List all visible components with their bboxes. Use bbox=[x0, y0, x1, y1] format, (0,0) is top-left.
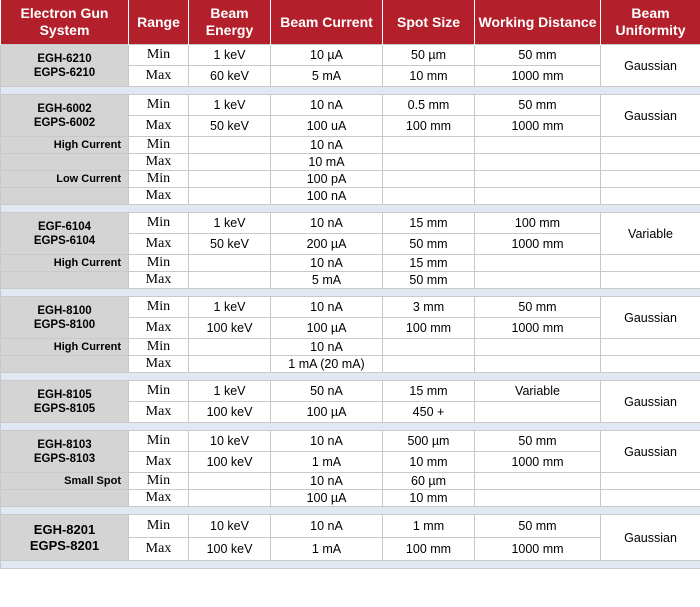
group-separator-row bbox=[1, 561, 700, 569]
working-distance-cell bbox=[475, 171, 601, 188]
table-row bbox=[1, 95, 700, 116]
working-distance-cell: 1000 mm bbox=[475, 234, 601, 255]
beam-current-cell: 10 nA bbox=[271, 297, 383, 318]
beam-current-cell: 10 nA bbox=[271, 255, 383, 272]
beam-current-cell: 5 mA bbox=[271, 66, 383, 87]
range-cell: Min bbox=[129, 137, 189, 154]
beam-current-cell: 100 nA bbox=[271, 188, 383, 205]
system-model: EGH-6210 bbox=[37, 52, 92, 65]
spot-size-cell bbox=[383, 137, 475, 154]
group-separator-row bbox=[1, 507, 700, 515]
beam-current-cell: 1 mA (20 mA) bbox=[271, 356, 383, 373]
beam-current-cell: 10 nA bbox=[271, 95, 383, 116]
range-cell: Min bbox=[129, 171, 189, 188]
working-distance-cell: 50 mm bbox=[475, 297, 601, 318]
spot-size-cell: 50 µm bbox=[383, 45, 475, 66]
variant-label-cell bbox=[1, 490, 129, 507]
system-name-cell bbox=[1, 45, 129, 87]
spot-size-cell bbox=[383, 171, 475, 188]
range-cell: Min bbox=[129, 297, 189, 318]
range-cell: Min bbox=[129, 339, 189, 356]
system-model: EGF-6104 bbox=[37, 220, 92, 233]
range-cell: Max bbox=[129, 116, 189, 137]
beam-uniformity-cell: Gaussian bbox=[601, 515, 700, 561]
beam-current-cell: 5 mA bbox=[271, 272, 383, 289]
beam-energy-cell: 1 keV bbox=[189, 297, 271, 318]
group-separator-cell bbox=[1, 507, 700, 515]
range-cell: Max bbox=[129, 452, 189, 473]
range-cell: Min bbox=[129, 431, 189, 452]
working-distance-cell bbox=[475, 339, 601, 356]
beam-current-cell: 100 µA bbox=[271, 402, 383, 423]
group-separator-cell bbox=[1, 423, 700, 431]
beam-current-cell: 1 mA bbox=[271, 538, 383, 561]
beam-current-cell: 100 µA bbox=[271, 318, 383, 339]
header-current: Beam Current bbox=[271, 0, 383, 45]
system-power-supply: EGPS-8100 bbox=[33, 318, 96, 331]
header-uniformity: Beam Uniformity bbox=[601, 0, 700, 45]
table-row bbox=[1, 431, 700, 452]
variant-label-cell: High Current bbox=[1, 339, 129, 356]
variant-label-cell: High Current bbox=[1, 137, 129, 154]
system-model: EGH-8100 bbox=[37, 304, 92, 317]
beam-uniformity-cell bbox=[601, 154, 700, 171]
beam-energy-cell: 1 keV bbox=[189, 381, 271, 402]
working-distance-cell bbox=[475, 356, 601, 373]
beam-uniformity-cell bbox=[601, 356, 700, 373]
beam-uniformity-cell bbox=[601, 490, 700, 507]
spot-size-cell: 100 mm bbox=[383, 116, 475, 137]
spot-size-cell: 50 mm bbox=[383, 234, 475, 255]
group-separator-row bbox=[1, 205, 700, 213]
range-cell: Max bbox=[129, 154, 189, 171]
variant-label-cell bbox=[1, 356, 129, 373]
group-separator-cell bbox=[1, 87, 700, 95]
working-distance-cell: 50 mm bbox=[475, 431, 601, 452]
spot-size-cell: 450 + bbox=[383, 402, 475, 423]
group-separator-cell bbox=[1, 373, 700, 381]
range-cell: Max bbox=[129, 66, 189, 87]
variant-label-cell bbox=[1, 154, 129, 171]
beam-energy-cell bbox=[189, 272, 271, 289]
table-row bbox=[1, 297, 700, 318]
table-row bbox=[1, 473, 700, 490]
spot-size-cell bbox=[383, 154, 475, 171]
working-distance-cell: 1000 mm bbox=[475, 116, 601, 137]
beam-energy-cell: 100 keV bbox=[189, 452, 271, 473]
beam-energy-cell: 1 keV bbox=[189, 45, 271, 66]
working-distance-cell bbox=[475, 255, 601, 272]
variant-label-cell: High Current bbox=[1, 255, 129, 272]
range-cell: Max bbox=[129, 538, 189, 561]
table-row bbox=[1, 515, 700, 538]
header-range: Range bbox=[129, 0, 189, 45]
group-separator-row bbox=[1, 423, 700, 431]
beam-current-cell: 10 nA bbox=[271, 515, 383, 538]
beam-uniformity-cell bbox=[601, 473, 700, 490]
spot-size-cell: 15 mm bbox=[383, 381, 475, 402]
beam-energy-cell bbox=[189, 171, 271, 188]
spot-size-cell: 15 mm bbox=[383, 255, 475, 272]
beam-energy-cell bbox=[189, 255, 271, 272]
spot-size-cell: 10 mm bbox=[383, 66, 475, 87]
spot-size-cell: 100 mm bbox=[383, 318, 475, 339]
system-model: EGH-8105 bbox=[37, 388, 92, 401]
beam-energy-cell bbox=[189, 473, 271, 490]
table-row bbox=[1, 339, 700, 356]
range-cell: Min bbox=[129, 255, 189, 272]
group-separator-cell bbox=[1, 561, 700, 569]
group-separator-row bbox=[1, 373, 700, 381]
beam-uniformity-cell bbox=[601, 137, 700, 154]
spot-size-cell: 100 mm bbox=[383, 538, 475, 561]
table-row bbox=[1, 188, 700, 205]
beam-energy-cell bbox=[189, 137, 271, 154]
beam-uniformity-cell: Variable bbox=[601, 213, 700, 255]
beam-energy-cell: 1 keV bbox=[189, 95, 271, 116]
system-name-cell bbox=[1, 381, 129, 423]
beam-current-cell: 100 µA bbox=[271, 490, 383, 507]
system-model: EGH-8201 bbox=[33, 521, 96, 537]
working-distance-cell bbox=[475, 272, 601, 289]
spot-size-cell: 3 mm bbox=[383, 297, 475, 318]
system-name-cell bbox=[1, 213, 129, 255]
variant-label-cell bbox=[1, 188, 129, 205]
variant-label-cell bbox=[1, 272, 129, 289]
spot-size-cell: 15 mm bbox=[383, 213, 475, 234]
working-distance-cell: 100 mm bbox=[475, 213, 601, 234]
beam-uniformity-cell: Gaussian bbox=[601, 45, 700, 87]
range-cell: Max bbox=[129, 234, 189, 255]
header-working-distance: Working Distance bbox=[475, 0, 601, 45]
beam-uniformity-cell: Gaussian bbox=[601, 95, 700, 137]
table-row bbox=[1, 171, 700, 188]
beam-energy-cell: 50 keV bbox=[189, 234, 271, 255]
range-cell: Min bbox=[129, 381, 189, 402]
table-row bbox=[1, 213, 700, 234]
range-cell: Max bbox=[129, 318, 189, 339]
beam-current-cell: 10 µA bbox=[271, 45, 383, 66]
beam-current-cell: 10 nA bbox=[271, 137, 383, 154]
system-model: EGH-6002 bbox=[37, 102, 92, 115]
range-cell: Min bbox=[129, 95, 189, 116]
range-cell: Min bbox=[129, 515, 189, 538]
working-distance-cell bbox=[475, 402, 601, 423]
range-cell: Max bbox=[129, 402, 189, 423]
system-power-supply: EGPS-8103 bbox=[33, 452, 96, 465]
system-name-cell bbox=[1, 297, 129, 339]
table-row bbox=[1, 154, 700, 171]
working-distance-cell: 1000 mm bbox=[475, 66, 601, 87]
system-power-supply: EGPS-6104 bbox=[33, 234, 96, 247]
working-distance-cell: 1000 mm bbox=[475, 452, 601, 473]
system-power-supply: EGPS-6002 bbox=[33, 116, 96, 129]
beam-current-cell: 50 nA bbox=[271, 381, 383, 402]
beam-current-cell: 10 nA bbox=[271, 213, 383, 234]
spot-size-cell: 0.5 mm bbox=[383, 95, 475, 116]
beam-current-cell: 10 nA bbox=[271, 339, 383, 356]
system-power-supply: EGPS-6210 bbox=[33, 66, 96, 79]
beam-uniformity-cell bbox=[601, 339, 700, 356]
beam-energy-cell bbox=[189, 490, 271, 507]
beam-uniformity-cell bbox=[601, 171, 700, 188]
beam-energy-cell: 50 keV bbox=[189, 116, 271, 137]
spot-size-cell bbox=[383, 339, 475, 356]
working-distance-cell bbox=[475, 490, 601, 507]
beam-current-cell: 10 nA bbox=[271, 473, 383, 490]
system-name-cell bbox=[1, 515, 129, 561]
range-cell: Min bbox=[129, 213, 189, 234]
header-spot-size: Spot Size bbox=[383, 0, 475, 45]
range-cell: Max bbox=[129, 356, 189, 373]
spot-size-cell: 50 mm bbox=[383, 272, 475, 289]
beam-current-cell: 100 pA bbox=[271, 171, 383, 188]
header-energy: Beam Energy bbox=[189, 0, 271, 45]
range-cell: Min bbox=[129, 473, 189, 490]
beam-current-cell: 10 mA bbox=[271, 154, 383, 171]
beam-energy-cell bbox=[189, 154, 271, 171]
table-row bbox=[1, 272, 700, 289]
table-row bbox=[1, 490, 700, 507]
spot-size-cell bbox=[383, 356, 475, 373]
beam-energy-cell: 100 keV bbox=[189, 402, 271, 423]
beam-uniformity-cell bbox=[601, 255, 700, 272]
working-distance-cell: Variable bbox=[475, 381, 601, 402]
range-cell: Max bbox=[129, 490, 189, 507]
group-separator-cell bbox=[1, 205, 700, 213]
table-row bbox=[1, 45, 700, 66]
working-distance-cell bbox=[475, 188, 601, 205]
beam-energy-cell: 60 keV bbox=[189, 66, 271, 87]
group-separator-cell bbox=[1, 289, 700, 297]
working-distance-cell: 1000 mm bbox=[475, 538, 601, 561]
working-distance-cell: 50 mm bbox=[475, 515, 601, 538]
spot-size-cell: 60 µm bbox=[383, 473, 475, 490]
group-separator-row bbox=[1, 87, 700, 95]
working-distance-cell: 1000 mm bbox=[475, 318, 601, 339]
beam-current-cell: 1 mA bbox=[271, 452, 383, 473]
system-power-supply: EGPS-8201 bbox=[29, 537, 100, 553]
beam-uniformity-cell bbox=[601, 272, 700, 289]
working-distance-cell bbox=[475, 473, 601, 490]
range-cell: Max bbox=[129, 272, 189, 289]
working-distance-cell bbox=[475, 154, 601, 171]
beam-energy-cell bbox=[189, 339, 271, 356]
spot-size-cell: 10 mm bbox=[383, 490, 475, 507]
system-name-cell bbox=[1, 95, 129, 137]
beam-uniformity-cell bbox=[601, 188, 700, 205]
system-name-cell bbox=[1, 431, 129, 473]
beam-uniformity-cell: Gaussian bbox=[601, 381, 700, 423]
working-distance-cell bbox=[475, 137, 601, 154]
beam-uniformity-cell: Gaussian bbox=[601, 297, 700, 339]
header-row bbox=[1, 0, 700, 45]
range-cell: Max bbox=[129, 188, 189, 205]
group-separator-row bbox=[1, 289, 700, 297]
range-cell: Min bbox=[129, 45, 189, 66]
beam-energy-cell: 10 keV bbox=[189, 515, 271, 538]
variant-label-cell: Low Current bbox=[1, 171, 129, 188]
spot-size-cell: 1 mm bbox=[383, 515, 475, 538]
table-row bbox=[1, 137, 700, 154]
table-body bbox=[1, 45, 700, 569]
system-model: EGH-8103 bbox=[37, 438, 92, 451]
spot-size-cell bbox=[383, 188, 475, 205]
working-distance-cell: 50 mm bbox=[475, 95, 601, 116]
beam-current-cell: 200 µA bbox=[271, 234, 383, 255]
table-row bbox=[1, 255, 700, 272]
header-system: Electron Gun System bbox=[1, 0, 129, 45]
beam-energy-cell: 1 keV bbox=[189, 213, 271, 234]
beam-energy-cell: 100 keV bbox=[189, 538, 271, 561]
spot-size-cell: 10 mm bbox=[383, 452, 475, 473]
system-power-supply: EGPS-8105 bbox=[33, 402, 96, 415]
beam-energy-cell: 10 keV bbox=[189, 431, 271, 452]
table-row bbox=[1, 381, 700, 402]
spot-size-cell: 500 µm bbox=[383, 431, 475, 452]
beam-energy-cell bbox=[189, 356, 271, 373]
working-distance-cell: 50 mm bbox=[475, 45, 601, 66]
table-row bbox=[1, 356, 700, 373]
beam-energy-cell: 100 keV bbox=[189, 318, 271, 339]
beam-uniformity-cell: Gaussian bbox=[601, 431, 700, 473]
beam-current-cell: 100 uA bbox=[271, 116, 383, 137]
variant-label-cell: Small Spot bbox=[1, 473, 129, 490]
beam-current-cell: 10 nA bbox=[271, 431, 383, 452]
beam-energy-cell bbox=[189, 188, 271, 205]
